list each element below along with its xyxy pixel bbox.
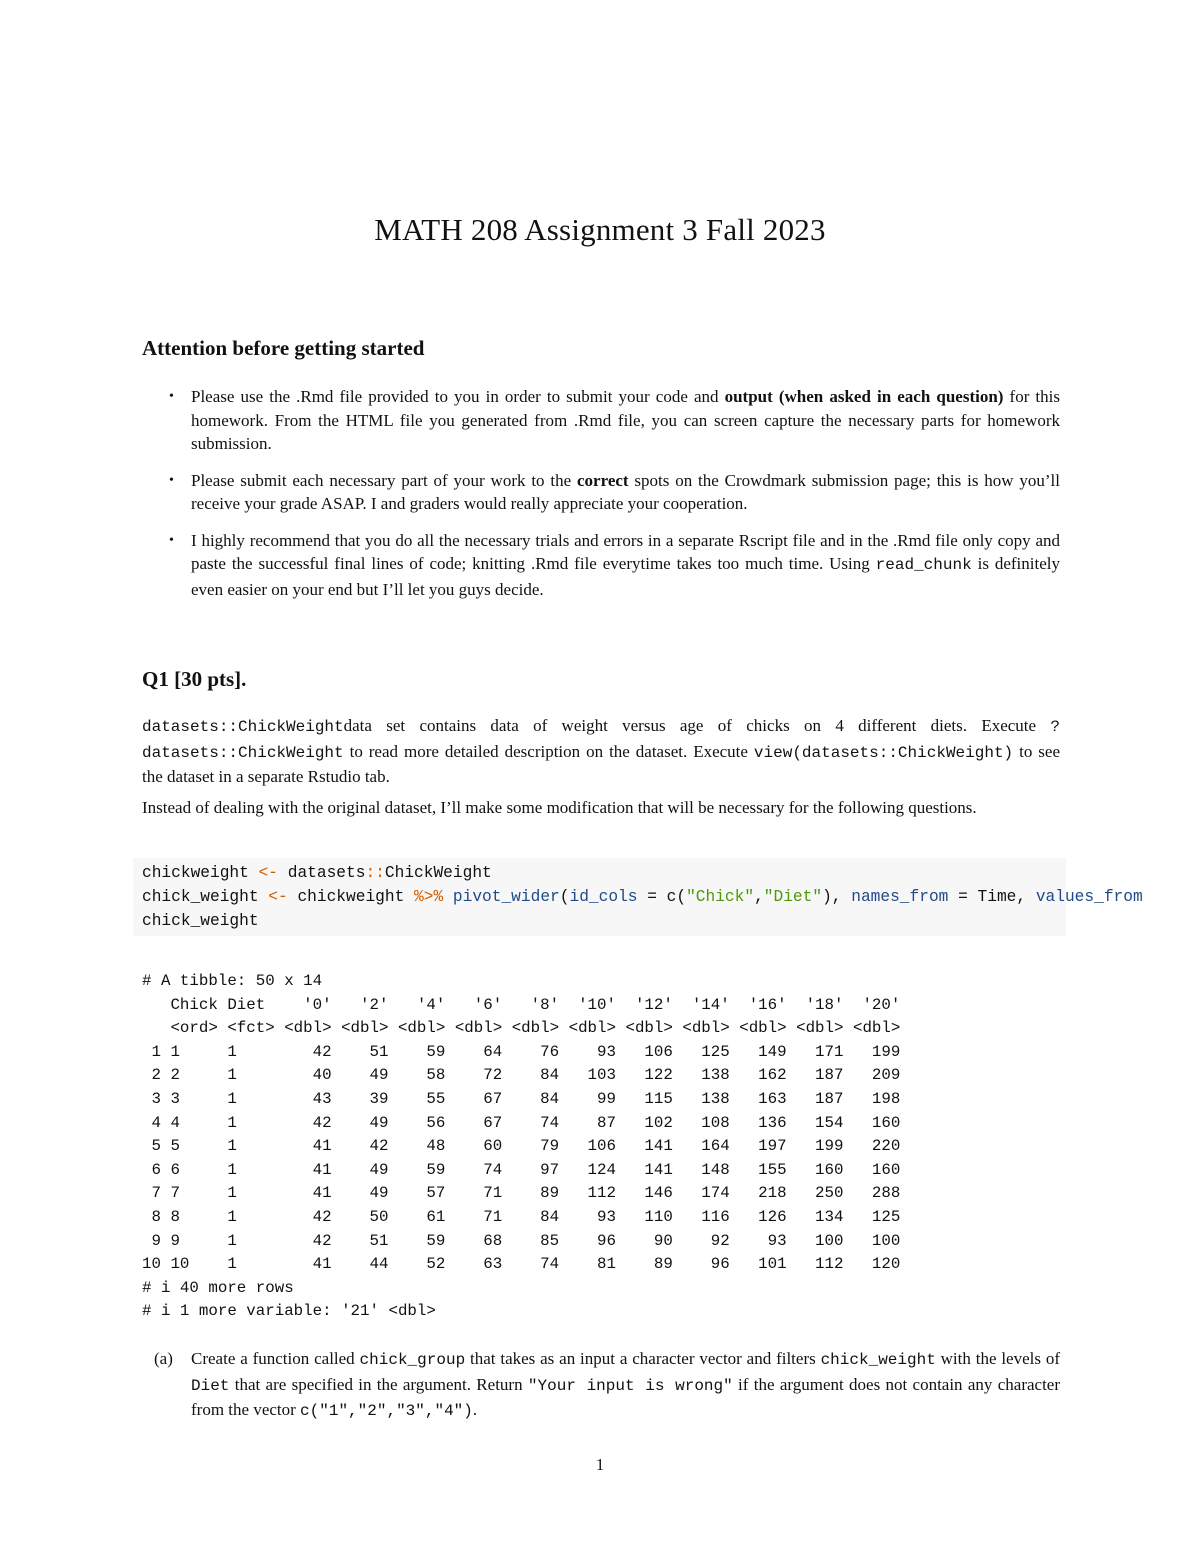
code-text: chickweight <- datasets::ChickWeight chick_weight <- chickweight %>% pivot_wider(id_cols = c("Chick","Diet"), names_from = Time, values_from chick_weight bbox=[142, 864, 1143, 930]
q1-paragraph-1 bbox=[142, 714, 1060, 789]
table-row: 8 8 1 42 50 61 71 84 93 110 116 126 134 125 bbox=[142, 1207, 901, 1226]
bullet-bold-text: output (when asked in each question) bbox=[724, 387, 1004, 406]
inline-code: chick_group bbox=[359, 1351, 466, 1369]
list-item bbox=[191, 469, 1060, 516]
bullet-text: for this homework. From the HTML file you generated from .Rmd file, you can screen capture the necessary parts for homework submission. bbox=[191, 387, 1060, 453]
bullet-text: is definitely even easier on your end but I’ll let you guys decide. bbox=[191, 554, 1060, 599]
part-label: (a) bbox=[154, 1349, 173, 1368]
bullet-text: spots on the Crowdmark submission page; this is how you’ll receive your grade ASAP. I and graders would really appreciate your cooperation. bbox=[191, 470, 1060, 513]
table-row: 10 10 1 41 44 52 63 74 81 89 96 101 112 120 bbox=[142, 1255, 901, 1274]
q1-paragraph-2: Instead of dealing with the original dataset, I’ll make some modification that will be necessary for the following questions. bbox=[142, 798, 977, 817]
output-column-types: <ord> <fct> <dbl> <dbl> <dbl> <dbl> <dbl> <dbl> <dbl> <dbl> <dbl> <dbl> <dbl> bbox=[142, 1019, 901, 1038]
paragraph-text: to read more detailed description on the dataset. Execute bbox=[343, 741, 754, 761]
q1-heading: Q1 [30 pts]. bbox=[142, 667, 247, 691]
table-row: 2 2 1 40 49 58 72 84 103 122 138 162 187 209 bbox=[142, 1066, 901, 1085]
table-row: 4 4 1 42 49 56 67 74 87 102 108 136 154 160 bbox=[142, 1113, 901, 1132]
inline-code: Diet bbox=[191, 1376, 230, 1395]
list-item bbox=[191, 385, 1060, 456]
table-row: 6 6 1 41 49 59 74 97 124 141 148 155 160 160 bbox=[142, 1160, 901, 1179]
table-row: 1 1 1 42 51 59 64 76 93 106 125 149 171 199 bbox=[142, 1042, 901, 1061]
table-row: 5 5 1 41 42 48 60 79 106 141 164 197 199 220 bbox=[142, 1137, 901, 1156]
output-column-names: Chick Diet '0' '2' '4' '6' '8' '10' '12' '14' '16' '18' '20' bbox=[142, 995, 901, 1014]
page-number: 1 bbox=[595, 1455, 605, 1474]
output-header: # A tibble: 50 x 14 bbox=[142, 972, 323, 990]
inline-code: view(datasets::ChickWeight) bbox=[753, 743, 1014, 762]
inline-code: chick_weight bbox=[820, 1351, 936, 1369]
inline-code: ?datasets::ChickWeight bbox=[142, 718, 1060, 762]
question-part-a bbox=[142, 1347, 1060, 1424]
r-output bbox=[142, 970, 900, 1324]
code-block bbox=[133, 858, 1143, 936]
attention-heading: Attention before getting started bbox=[142, 336, 425, 360]
bullet-text: I highly recommend that you do all the necessary trials and errors in a separate Rscript file and in the .Rmd file only copy and paste the successful final lines of code; knitting .Rmd file everytime takes too much time. Using bbox=[191, 530, 1060, 573]
table-row: 3 3 1 43 39 55 67 84 99 115 138 163 187 198 bbox=[142, 1089, 901, 1108]
bullet-bold-text: correct bbox=[576, 470, 629, 490]
inline-code: datasets::ChickWeight bbox=[142, 718, 344, 736]
bullet-text: Please use the .Rmd file provided to you in order to submit your code and bbox=[191, 387, 725, 406]
attention-list bbox=[142, 385, 1060, 614]
bullet-text: Please submit each necessary part of your work to the bbox=[191, 470, 577, 490]
inline-code: "Your input is wrong" bbox=[527, 1376, 733, 1395]
paragraph-text: to see the dataset in a separate Rstudio tab. bbox=[142, 741, 1060, 786]
output-footer: # i 1 more variable: '21' <dbl> bbox=[142, 1302, 436, 1321]
list-item bbox=[191, 529, 1060, 602]
paragraph-text: data set contains data of weight versus age of chicks on 4 different diets. Execute bbox=[343, 716, 1051, 735]
part-text: Create a function called chick_group that takes as an input a character vector and filters chick_weight with the levels of Diet that are specified in the argument. Return "Your input is wrong" if the argument does not contain any character from the vector c("1","2","3","4"). bbox=[191, 1349, 1060, 1420]
output-footer: # i 40 more rows bbox=[142, 1278, 294, 1297]
inline-code: c("1","2","3","4") bbox=[300, 1402, 473, 1420]
inline-code: read_chunk bbox=[875, 556, 972, 574]
table-row: 9 9 1 42 51 59 68 85 96 90 92 93 100 100 bbox=[142, 1231, 901, 1250]
page-title: MATH 208 Assignment 3 Fall 2023 bbox=[374, 212, 826, 247]
table-row: 7 7 1 41 49 57 71 89 112 146 174 218 250 288 bbox=[142, 1184, 901, 1203]
